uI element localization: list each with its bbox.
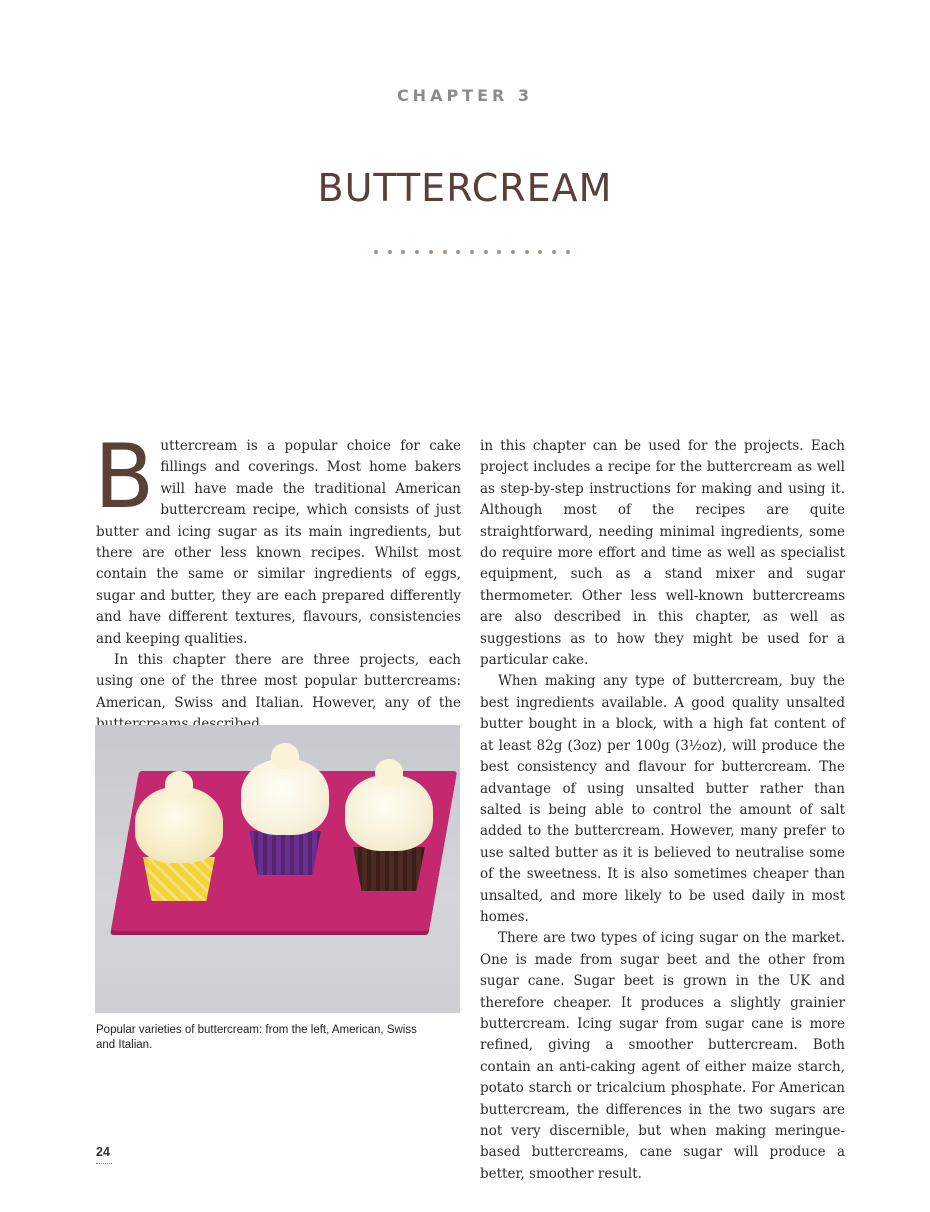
intro-paragraph-2-continued: in this chapter can be used for the projects. Each project includes a recipe for the buttercream as well as step-by-step instructions for making and using it. Although most of the recipes are quite straightforward, needing minimal ingredients, some do require more effort and time as well as specialist equipment, such as a stand mixer and sugar thermometer. Other less well-known buttercreams are also described in this chapter, as well as suggestions as to how they might be used for a particular cake. bbox=[480, 438, 845, 669]
drop-cap: B bbox=[94, 425, 155, 528]
text-column-right bbox=[480, 436, 845, 1185]
cupcakes-photo bbox=[95, 725, 460, 1013]
chapter-label: CHAPTER 3 bbox=[396, 86, 534, 105]
intro-paragraph-1-text: uttercream is a popular choice for cake fillings and coverings. Most home bakers will have made the traditional American buttercream recipe, which consists of just butter and icing sugar as its main ingredients, but there are other less known recipes. Whilst most contain the same or similar ingredients of eggs, sugar and butter, they are each prepared differently and have different textures, flavours, consistencies and keeping qualities. bbox=[96, 438, 461, 647]
figure-caption: Popular varieties of buttercream: from the left, American, Swiss and Italian. bbox=[96, 1024, 417, 1051]
dotted-divider bbox=[374, 250, 570, 256]
american-buttercream-cupcake bbox=[135, 781, 225, 901]
page-number-underline bbox=[96, 1163, 112, 1165]
buttercream-swirl bbox=[241, 759, 329, 835]
intro-paragraph-2: In this chapter there are three projects, each using one of the three most popular buttercreams: American, Swiss and Italian. However, any of the bbox=[96, 652, 461, 711]
italian-buttercream-cupcake bbox=[345, 771, 435, 891]
chapter-title: BUTTERCREAM bbox=[317, 166, 613, 210]
intro-paragraph-4: There are two types of icing sugar on the market. One is made from sugar beet and the other from sugar cane. Sugar beet is grown in the UK and therefore cheaper. It produces a slightly grainier buttercream. Icing sugar from sugar cane is more refined, giving a smoother buttercream. Both contain an anti-caking agent of either maize starch, potato starch or tricalcium phosphate. For American buttercream, the differences in the two sugars are not very discernible, but when making meringue-based buttercreams, cane sugar will produce a better, smoother result. bbox=[480, 930, 845, 1182]
cupcake-case-purple bbox=[249, 831, 321, 875]
buttercream-swirl bbox=[345, 775, 433, 851]
intro-paragraph-1 bbox=[94, 425, 461, 650]
text-column-left bbox=[94, 425, 461, 736]
page-number: 24 bbox=[96, 1145, 110, 1159]
buttercream-swirl bbox=[135, 787, 223, 863]
cupcake-case-brown bbox=[353, 847, 425, 891]
swiss-buttercream-cupcake bbox=[241, 755, 331, 875]
intro-paragraph-3: When making any type of buttercream, buy the best ingredients available. A good quality unsalted butter bought in a block, with a high fat content of at least 82g (3oz) per 100g (3½oz), will produce the best consistency and flavour for buttercream. The advantage of using unsalted butter rather than salted is being able to control the amount of salt added to the buttercream. However, many prefer to use salted butter as it is believed to neutralise some of the sweetness. It is also sometimes cheaper than unsalted, and more likely to be used daily in most homes. bbox=[480, 673, 845, 925]
cupcake-case-yellow bbox=[143, 857, 215, 901]
